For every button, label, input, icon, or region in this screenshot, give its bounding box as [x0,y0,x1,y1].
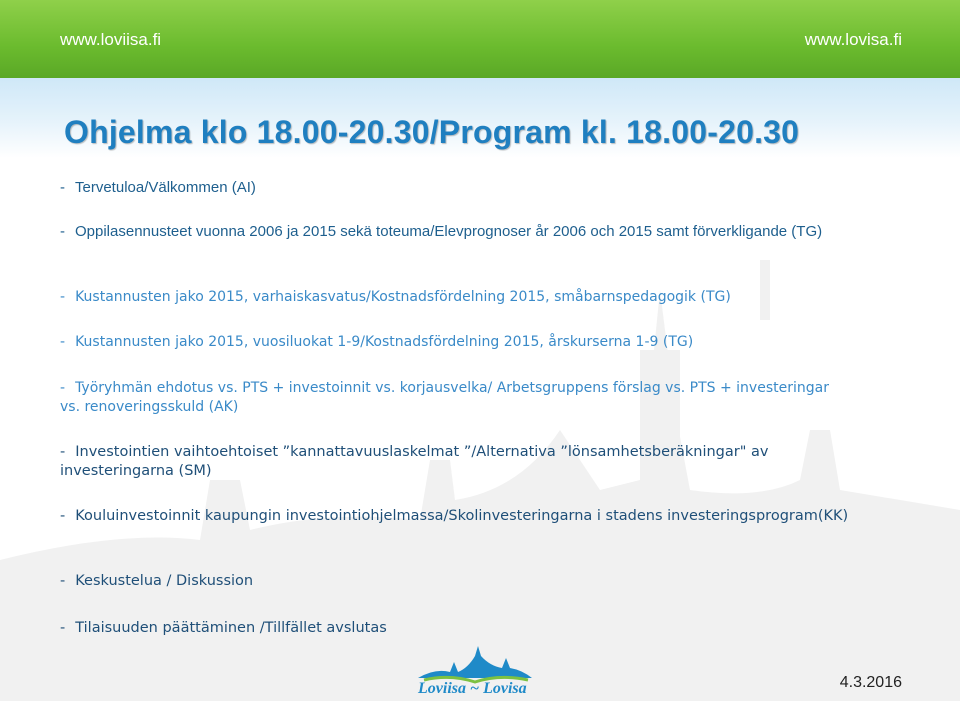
program-item: - Tilaisuuden päättäminen /Tillfället avslutas [60,620,387,636]
program-item: - Kustannusten jako 2015, varhaiskasvatus/Kostnadsfördelning 2015, småbarnspedagogik (TG) [60,289,731,305]
program-item: - Työryhmän ehdotus vs. PTS + investoinnit vs. korjausvelka/ Arbetsgruppens förslag vs. PTS + investeringar vs. renoveringsskuld (AK) [60,380,829,415]
page-title: Ohjelma klo 18.00-20.30/Program kl. 18.00-20.30 [64,114,800,150]
header-bar [0,0,960,78]
program-item: - Kouluinvestoinnit kaupungin investointiohjelmassa/Skolinvesteringarna i stadens investeringsprogram(KK) [60,508,849,524]
url-swedish[interactable]: www.lovisa.fi [804,30,902,49]
slide-date: 4.3.2016 [839,674,902,691]
program-item: - Keskustelua / Diskussion [60,573,254,589]
program-item: - Tervetuloa/Välkommen (AI) [60,179,256,196]
program-item: - Investointien vaihtoehtoiset ”kannattavuuslaskelmat ”/Alternativa ”lönsamhetsberäkningar" av investeringarna (SM) [60,444,769,479]
program-item: - Kustannusten jako 2015, vuosiluokat 1-9/Kostnadsfördelning 2015, årskurserna 1-9 (TG) [60,334,694,350]
url-finnish[interactable]: www.loviisa.fi [60,30,162,49]
program-item: - Oppilasennusteet vuonna 2006 ja 2015 sekä toteuma/Elevprognoser år 2006 och 2015 samt förverkligande (TG) [60,223,823,240]
logo-wordmark: Loviisa ~ Lovisa [418,680,527,697]
